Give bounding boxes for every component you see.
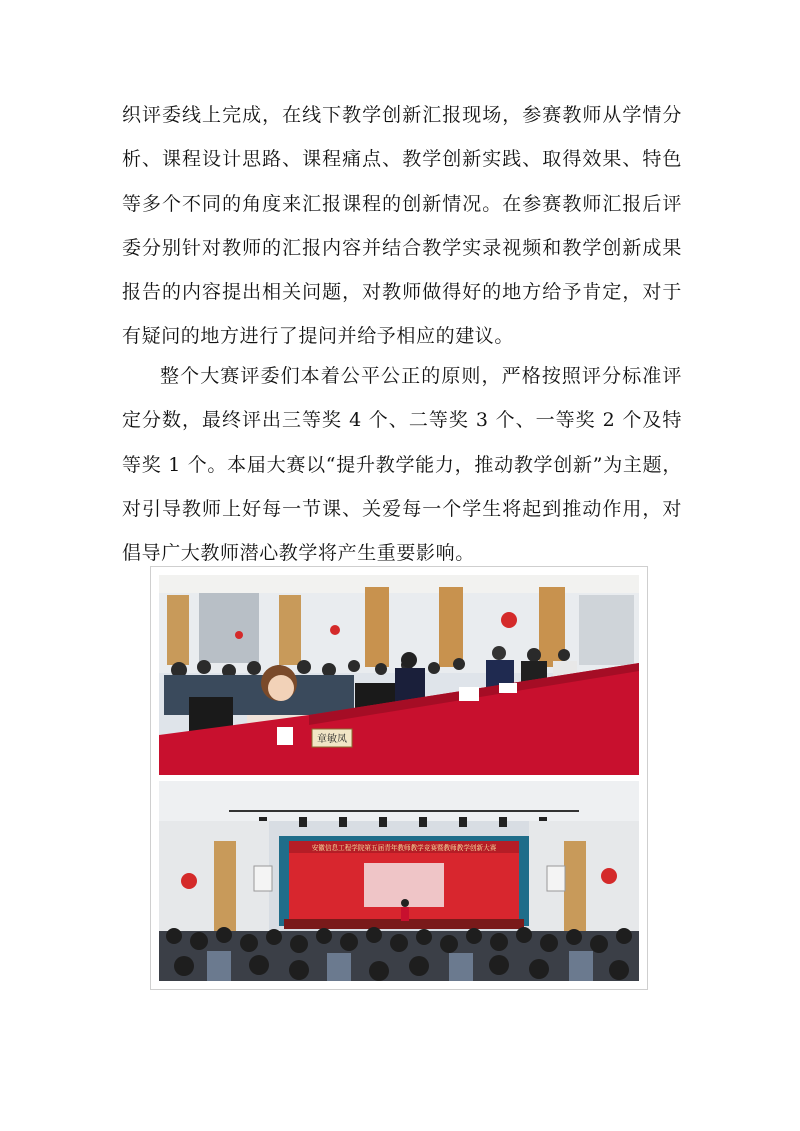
judges-photo xyxy=(159,575,639,775)
body-paragraph-1: 织评委线上完成，在线下教学创新汇报现场，参赛教师从学情分析、课程设计思路、课程痛点、教学创新实践、取得效果、特色等多个不同的角度来汇报课程的创新情况。在参赛教师汇报后评委分别针对教师的汇报内容并结合教学实录视频和教学创新成果报告的内容提出相关问题，对教师做得好的地方给予肯定，对于有疑问的地方进行了提问并给予相应的建议。 xyxy=(122,104,682,348)
photo-frame xyxy=(150,566,648,990)
body-paragraph-2: 整个大赛评委们本着公平公正的原则，严格按照评分标准评定分数，最终评出三等奖 4 个、二等奖 3 个、一等奖 2 个及特等奖 1 个。本届大赛以“提升教学能力，推动教学创新”为主题，对引导教师上好每一节课、关爱每一个学生将起到推动作用，对倡导广大教师潜心教学将产生重要影响。 xyxy=(122,365,682,565)
nameplate-text: 章敏凤 xyxy=(317,734,347,745)
stage-banner-text: 安徽信息工程学院第五届青年教师教学竞赛暨教师教学创新大赛 xyxy=(311,844,497,852)
auditorium-photo xyxy=(159,781,639,981)
